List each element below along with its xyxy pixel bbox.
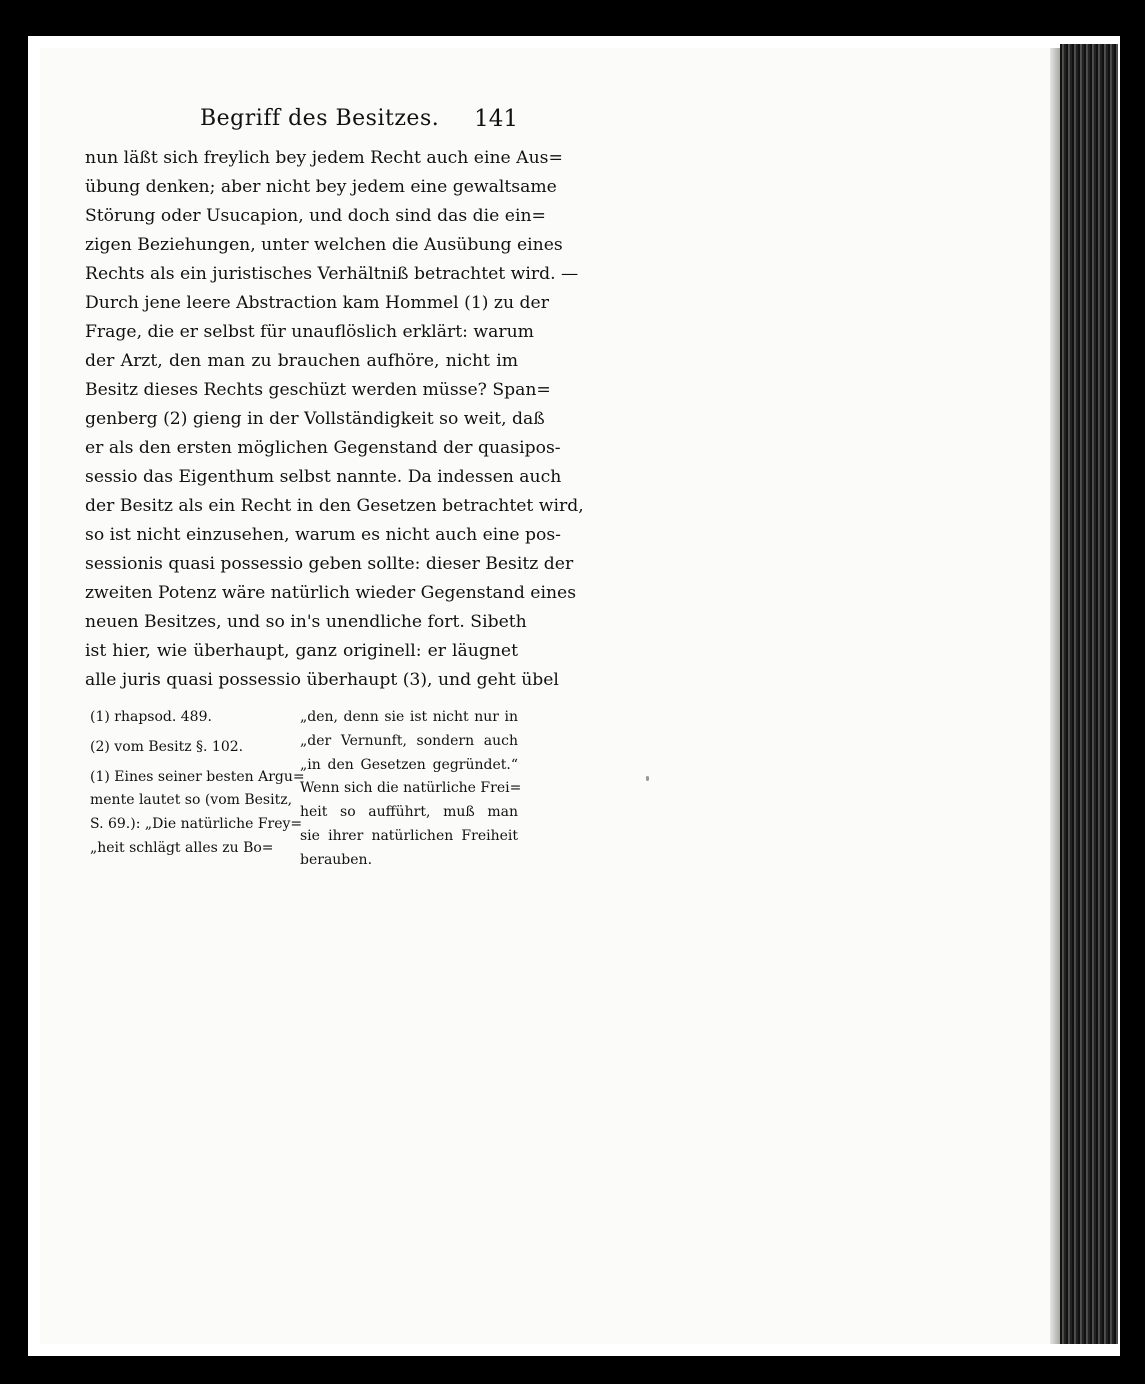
body-line: übung denken; aber nicht bey jedem eine gewaltsame [85,177,557,197]
footnote-line: heit so aufführt, muß man [300,804,518,821]
footnote-line: mente lautet so (vom Besitz, [90,792,293,809]
body-line: nun läßt sich freylich bey jedem Recht auch eine Aus= [85,148,563,168]
footnotes-left-column [90,706,305,861]
footnote-line: „heit schlägt alles zu Bo= [90,839,274,856]
body-line: Rechts als ein juristisches Verhältniß betrachtet wird. — [85,264,579,284]
body-line: der Besitz als ein Recht in den Gesetzen betrachtet wird, [85,496,584,516]
footnote-line: berauben. [300,851,373,868]
body-line: Besitz dieses Rechts geschüzt werden müsse? Span= [85,380,551,400]
body-line: der Arzt, den man zu brauchen aufhöre, nicht im [85,351,518,371]
body-line: zigen Beziehungen, unter welchen die Ausübung eines [85,235,563,255]
footnote-line: S. 69.): „Die natürliche Frey= [90,816,303,833]
body-line: genberg (2) gieng in der Vollständigkeit so weit, daß [85,409,545,429]
footnotes-right-column [300,706,522,873]
page-number: 141 [474,106,518,132]
footnote-line: (1) Eines seiner besten Argu= [90,768,305,785]
body-line: neuen Besitzes, und so in's unendliche fort. Sibeth [85,612,527,632]
running-head [200,104,518,138]
body-line: Störung oder Usucapion, und doch sind das die ein= [85,206,546,226]
running-title: Begriff des Besitzes. [200,106,440,131]
footnote-line: „in den Gesetzen gegründet.“ [300,756,518,773]
body-line: alle juris quasi possessio überhaupt (3), und geht übel [85,670,559,690]
paper-speck [646,776,649,781]
body-line: sessionis quasi possessio geben sollte: dieser Besitz der [85,554,574,574]
body-line: Frage, die er selbst für unauflöslich erklärt: warum [85,322,534,342]
footnote-line: (2) vom Besitz §. 102. [90,738,244,755]
body-line: Durch jene leere Abstraction kam Hommel (1) zu der [85,293,549,313]
body-line: er als den ersten möglichen Gegenstand der quasipos- [85,438,561,458]
body-line: so ist nicht einzusehen, warum es nicht auch eine pos- [85,525,561,545]
footnote-line: „der Vernunft, sondern auch [300,732,518,749]
body-text [85,144,584,695]
footnote-line: „den, denn sie ist nicht nur in [300,709,518,725]
footnotes [90,706,522,876]
footnote-line: sie ihrer natürlichen Freiheit [300,827,518,844]
body-line: ist hier, wie überhaupt, ganz originell: er läugnet [85,641,518,661]
footnote-line: Wenn sich die natürliche Frei= [300,780,522,797]
body-line: zweiten Potenz wäre natürlich wieder Gegenstand eines [85,583,577,603]
footnote-line: (1) rhapsod. 489. [90,709,212,725]
book-page-edges [1060,44,1118,1344]
body-line: sessio das Eigenthum selbst nannte. Da indessen auch [85,467,562,487]
